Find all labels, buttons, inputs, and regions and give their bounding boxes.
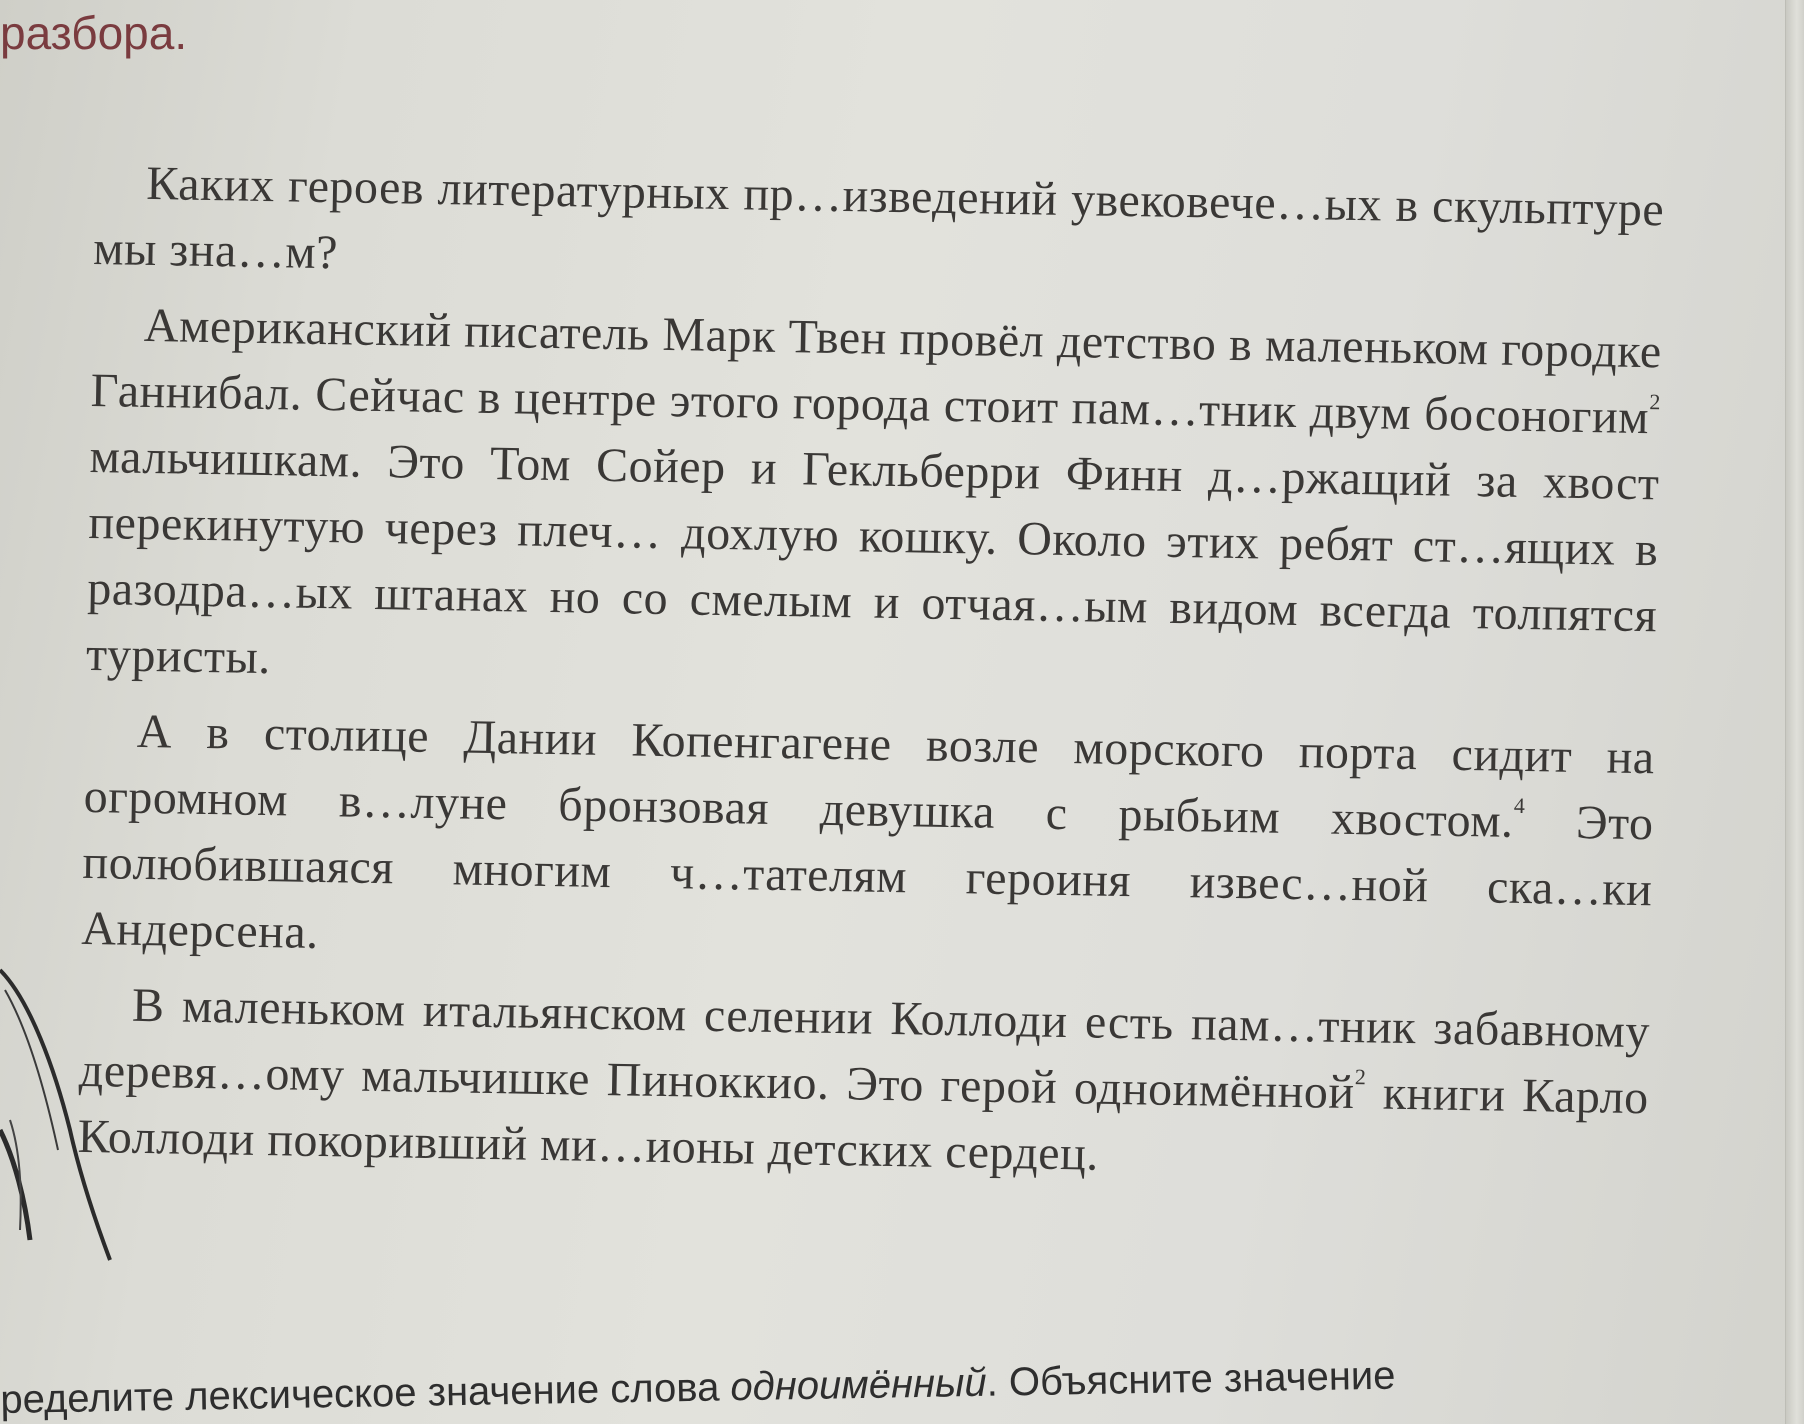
paragraph-question <box>93 150 1665 309</box>
footnote-marker: 4 <box>1513 792 1526 819</box>
paragraph-text: А в столице Дании Копенгагене возле морского порта сидит на огромном в…луне бронзовая девушка с рыбьим хвостом. <box>83 704 1656 848</box>
paragraph-text: книги Карло Коллоди покоривший ми…ионы детских сердец. <box>77 1066 1650 1181</box>
paragraph-text: Это полюбившаяся многим ч…тателям героиня извес…ной ска…ки Андерсена. <box>80 795 1654 960</box>
paragraph-text: Американский писатель Марк Твен провёл детство в маленьком городке Ганнибал. Сейчас в центре этого города стоит пам…тник двум босоногим <box>90 298 1663 445</box>
main-text-block <box>77 150 1665 1207</box>
task-keyword: одноимённый <box>730 1360 988 1410</box>
next-task-fragment <box>0 1354 1396 1423</box>
footnote-marker: 2 <box>1354 1064 1367 1090</box>
previous-section-fragment: разбора. <box>0 7 188 59</box>
page-edge <box>1785 0 1804 1424</box>
task-text: . Объясните значение <box>986 1353 1396 1405</box>
paragraph-text: Каких героев литературных пр…изведений увековече…ых в скульптуре мы зна…м? <box>92 156 1665 280</box>
task-text: ределите лексическое значение слова <box>0 1365 731 1422</box>
paragraph-pinocchio <box>77 972 1650 1197</box>
paragraph-text: В маленьком итальянском селении Коллоди есть пам…тник забавному деревя…ому мальчишке Пиноккио. Это герой одноимённой <box>78 978 1651 1120</box>
paragraph-mark-twain <box>86 292 1663 715</box>
footnote-marker: 2 <box>1649 389 1662 415</box>
paragraph-text: мальчишкам. Это Том Сойер и Гекльберри Финн д…ржащий за хвост перекинутую через плеч… дохлую кошку. Около этих ребят ст…ящих в разодра…ых штанах но со смелым и отчая…ым видом всегда толпятся туристы. <box>85 429 1660 685</box>
paragraph-copenhagen <box>81 698 1655 989</box>
